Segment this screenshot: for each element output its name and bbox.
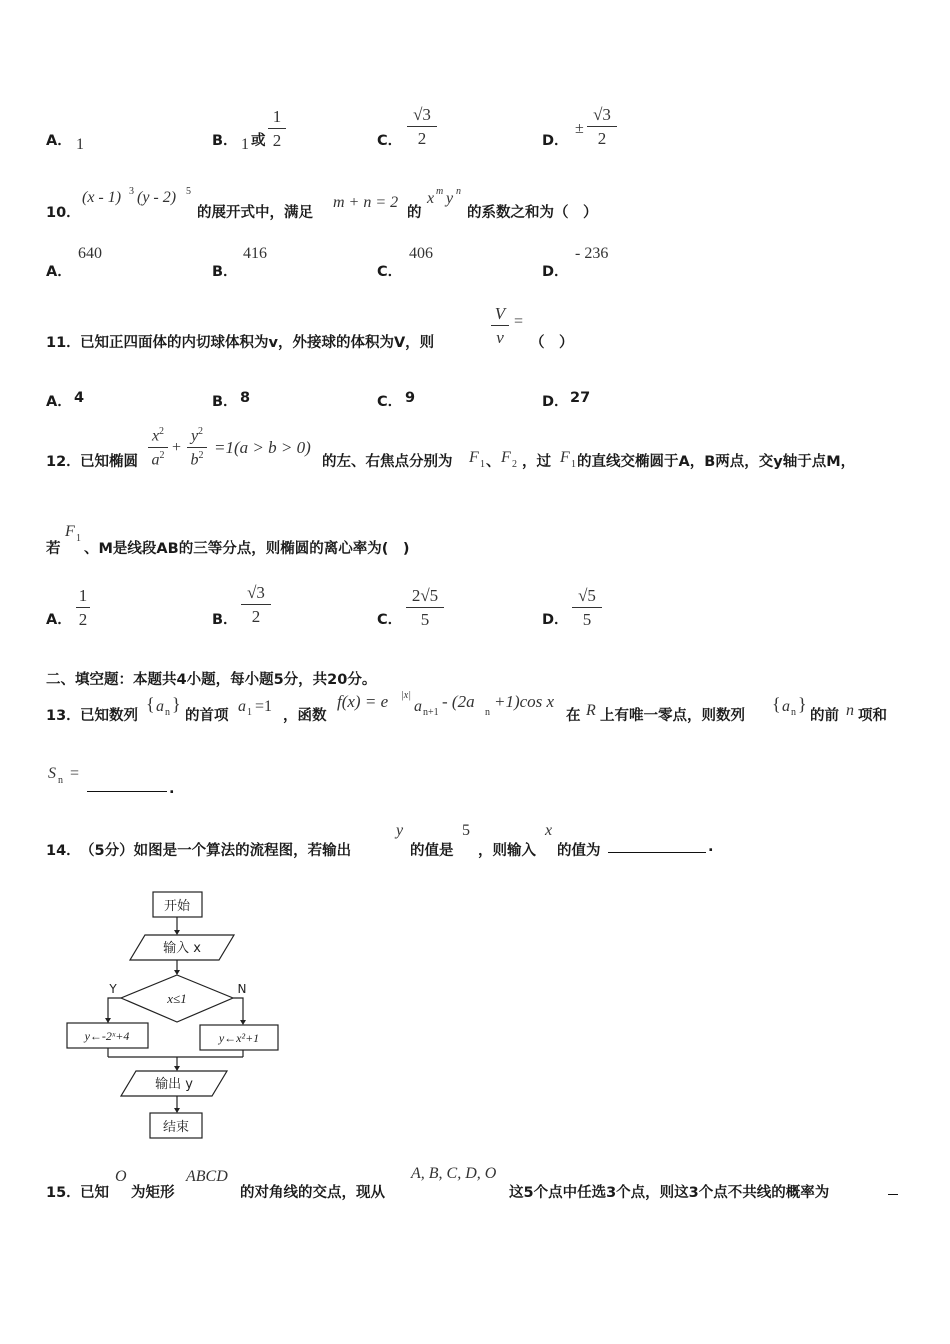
q14-flowchart (60, 885, 290, 1145)
q10-option-c-value: 406 (409, 245, 433, 262)
fraction-denominator: 2 (417, 129, 427, 148)
q15-points: A, B, C, D, O (411, 1165, 497, 1182)
fraction-denominator: 2 (78, 610, 88, 629)
q13-R: R (586, 702, 596, 719)
q13-text-c: ，函数 (283, 708, 327, 724)
flowchart-right-label: y←x²+1 (218, 1031, 260, 1045)
q9-option-d-letter: D． (542, 133, 569, 149)
q14-text-a: （5分）如图是一个算法的流程图，若输出 (80, 843, 352, 859)
q10-exp2: 5 (186, 186, 191, 197)
q12-text-d: 的直线交椭圆于A，B两点，交y轴于点M， (577, 454, 856, 470)
q13-brace2-open: { (772, 694, 781, 714)
q13-seq2: a (782, 698, 790, 715)
q15-text-a: 已知 (80, 1185, 109, 1201)
q10-text3: 的系数之和为（ ） (467, 205, 598, 221)
q13-text-a: 已知数列 (80, 708, 138, 724)
flowchart-start-label: 开始 (163, 899, 191, 914)
q10-condition: m + n = 2 (333, 194, 399, 211)
q10-option-a-letter: A． (46, 264, 72, 280)
q14-end: . (708, 839, 714, 855)
q13-seq: a (156, 698, 164, 715)
q11-paren: （ ） (530, 335, 574, 351)
q12-option-c-fraction (406, 587, 444, 628)
q12-option-c-letter: C． (377, 612, 403, 628)
q15-answer-blank (888, 1180, 898, 1195)
q15-rect: ABCD (186, 1168, 228, 1185)
q12-option-b-fraction (241, 584, 271, 625)
q13-text-e: 上有唯一零点，则数列 (600, 708, 745, 724)
q12-fraction-x (148, 427, 168, 469)
fraction-denominator: 5 (420, 610, 430, 629)
q10-term-y: y (446, 190, 454, 207)
fraction-numerator: √5 (578, 586, 596, 605)
q12-b-exp: 2 (198, 450, 204, 462)
fraction-denominator: 2 (251, 607, 261, 626)
q12-number: 12． (46, 454, 81, 470)
q13-seq2-sub: n (791, 707, 796, 718)
q12-option-a-letter: A． (46, 612, 72, 628)
fraction-numerator: 2√5 (411, 586, 439, 605)
q13-brace-close: } (172, 694, 181, 714)
q14-number: 14． (46, 843, 81, 859)
q9-option-d-fraction (587, 106, 617, 147)
q15-text-b: 为矩形 (131, 1185, 175, 1201)
q12-y-exp: 2 (198, 426, 204, 437)
q11-fraction (491, 305, 509, 346)
q12-f2: F (501, 449, 511, 466)
q12-option-b-letter: B． (212, 612, 238, 628)
q11-option-d-letter: D． (542, 394, 569, 410)
q9-option-b-prefix: 1 (241, 136, 249, 153)
q12-plus: + (172, 439, 182, 456)
fraction-denominator: 2 (597, 129, 607, 148)
q10-option-b-value: 416 (243, 245, 267, 262)
q11-option-b-letter: B． (212, 394, 238, 410)
q12-text-c: ，过 (522, 454, 551, 470)
q10-option-d-value: - 236 (575, 245, 609, 262)
q13-a1: a (238, 698, 246, 715)
q15-text-d: 这5个点中任选3个点，则这3个点不共线的概率为 (509, 1185, 830, 1201)
q9-option-b-letter: B． (212, 133, 238, 149)
q13-sn: S (48, 765, 56, 782)
q13-a1-val: =1 (255, 698, 273, 715)
q12-a: a (151, 451, 160, 469)
q14-text-b: 的值是 (410, 843, 454, 859)
q12-f1: F (469, 449, 479, 466)
q12-line2-f1-sub: 1 (76, 533, 81, 544)
q12-a-exp: 2 (159, 450, 165, 462)
q12-f2-sub: 2 (512, 459, 517, 470)
q10-option-a-value: 640 (78, 245, 102, 262)
flowchart-yes-label: Y (109, 982, 117, 996)
q13-func-a: a (414, 698, 422, 715)
q13-text-b: 的首项 (185, 708, 229, 724)
q12-rhs: =1(a > b > 0) (214, 438, 311, 457)
q13-text-d: 在 (566, 708, 581, 724)
fraction-numerator: √3 (413, 105, 431, 124)
q11-option-c-letter: C． (377, 394, 403, 410)
q13-func-exp: |x| (401, 690, 411, 701)
q10-number: 10． (46, 205, 81, 221)
section-heading: 二、填空题：本题共4小题，每小题5分，共20分。 (46, 672, 377, 688)
q12-line2-f1: F (65, 523, 75, 540)
q14-y: y (396, 822, 404, 839)
q14-text-d: 的值为 (557, 843, 601, 859)
q9-option-a-letter: A． (46, 133, 72, 149)
q12-option-d-letter: D． (542, 612, 569, 628)
q13-func-tail: +1)cos x (494, 692, 555, 711)
q10-term-n: n (456, 186, 461, 197)
flowchart-condition-label: x≤1 (167, 991, 187, 1006)
q13-n: n (846, 702, 854, 719)
q12-f1-b-sub: 1 (571, 459, 576, 470)
fraction-denominator: 5 (582, 610, 592, 629)
q12-sep: 、 (486, 454, 501, 470)
q12-text-b: 的左、右焦点分别为 (322, 454, 453, 470)
q13-a1-sub: 1 (247, 707, 252, 718)
fraction-denominator: v (496, 328, 504, 347)
fraction-numerator: √3 (593, 105, 611, 124)
q10-option-c-letter: C． (377, 264, 403, 280)
q13-sn-eq: = (70, 765, 80, 782)
q9-option-b-connector: 或 (251, 133, 266, 149)
q11-equals: = (514, 313, 524, 330)
q9-option-b-fraction (268, 108, 286, 149)
q15-text-c: 的对角线的交点，现从 (240, 1185, 385, 1201)
q15-O: O (115, 1168, 127, 1185)
q13-func-rest-sub: n (485, 707, 490, 718)
q13-brace-open: { (146, 694, 155, 714)
q10-text2: 的 (407, 205, 422, 221)
q11-option-a-value: 4 (74, 390, 85, 406)
q10-expr2: (y - 2) (137, 189, 177, 206)
flowchart-output-label: 输出 y (155, 1077, 193, 1092)
q10-term-m: m (436, 186, 444, 197)
q12-text-a: 已知椭圆 (80, 454, 138, 470)
q12-option-a-fraction (76, 587, 90, 628)
q11-number: 11． (46, 335, 81, 351)
q13-end: . (169, 781, 175, 797)
q13-func-a-sub: n+1 (423, 707, 439, 718)
q10-term-x: x (427, 190, 435, 207)
fraction-numerator: V (494, 304, 506, 323)
fraction-numerator: √3 (247, 583, 265, 602)
flowchart-end-label: 结束 (162, 1120, 190, 1135)
q10-expr1: (x - 1) (82, 189, 122, 206)
q12-b: b (190, 451, 199, 469)
q12-line2-b: 、M是线段AB的三等分点，则椭圆的离心率为( ) (84, 541, 410, 557)
flowchart-input-label: 输入 x (163, 941, 201, 956)
q9-option-c-fraction (407, 106, 437, 147)
q12-option-d-fraction (572, 587, 602, 628)
q10-exp1: 3 (129, 186, 134, 197)
q11-option-b-value: 8 (240, 390, 251, 406)
q14-answer-blank (608, 838, 706, 853)
q13-text-g: 项和 (858, 708, 887, 724)
q10-option-d-letter: D． (542, 264, 569, 280)
fraction-denominator: 2 (272, 131, 282, 150)
flowchart-no-label: N (237, 982, 247, 996)
q11-option-d-value: 27 (570, 390, 591, 406)
fraction-numerator: 1 (272, 107, 282, 126)
q13-func-rest: - (2a (442, 692, 475, 711)
q9-option-a-value: 1 (76, 136, 84, 153)
q10-option-b-letter: B． (212, 264, 238, 280)
q13-brace2-close: } (798, 694, 807, 714)
q12-f1-b: F (560, 449, 570, 466)
q13-func: f(x) = e (337, 692, 389, 711)
q14-five: 5 (462, 822, 470, 839)
q15-number: 15． (46, 1185, 81, 1201)
q11-text: 已知正四面体的内切球体积为v，外接球的体积为V，则 (80, 335, 435, 351)
q11-option-c-value: 9 (405, 390, 416, 406)
q13-text-f: 的前 (810, 708, 839, 724)
q9-option-d-sign: ± (575, 120, 584, 137)
q10-text1: 的展开式中，满足 (197, 205, 313, 221)
q12-f1-sub: 1 (480, 459, 485, 470)
q13-sn-sub: n (58, 775, 63, 786)
q14-text-c: ，则输入 (478, 843, 536, 859)
flowchart-left-label: y←-2ˣ+4 (84, 1029, 130, 1043)
q13-number: 13． (46, 708, 81, 724)
q13-seq-sub: n (165, 707, 170, 718)
q9-option-c-letter: C． (377, 133, 403, 149)
q13-answer-blank (87, 777, 167, 792)
q12-x-exp: 2 (159, 426, 165, 437)
q12-line2-a: 若 (46, 541, 61, 557)
q14-x: x (545, 822, 553, 839)
q12-y: y (190, 427, 199, 445)
q11-option-a-letter: A． (46, 394, 72, 410)
q12-x: x (151, 427, 160, 445)
fraction-numerator: 1 (78, 586, 88, 605)
q12-fraction-y (187, 427, 207, 469)
